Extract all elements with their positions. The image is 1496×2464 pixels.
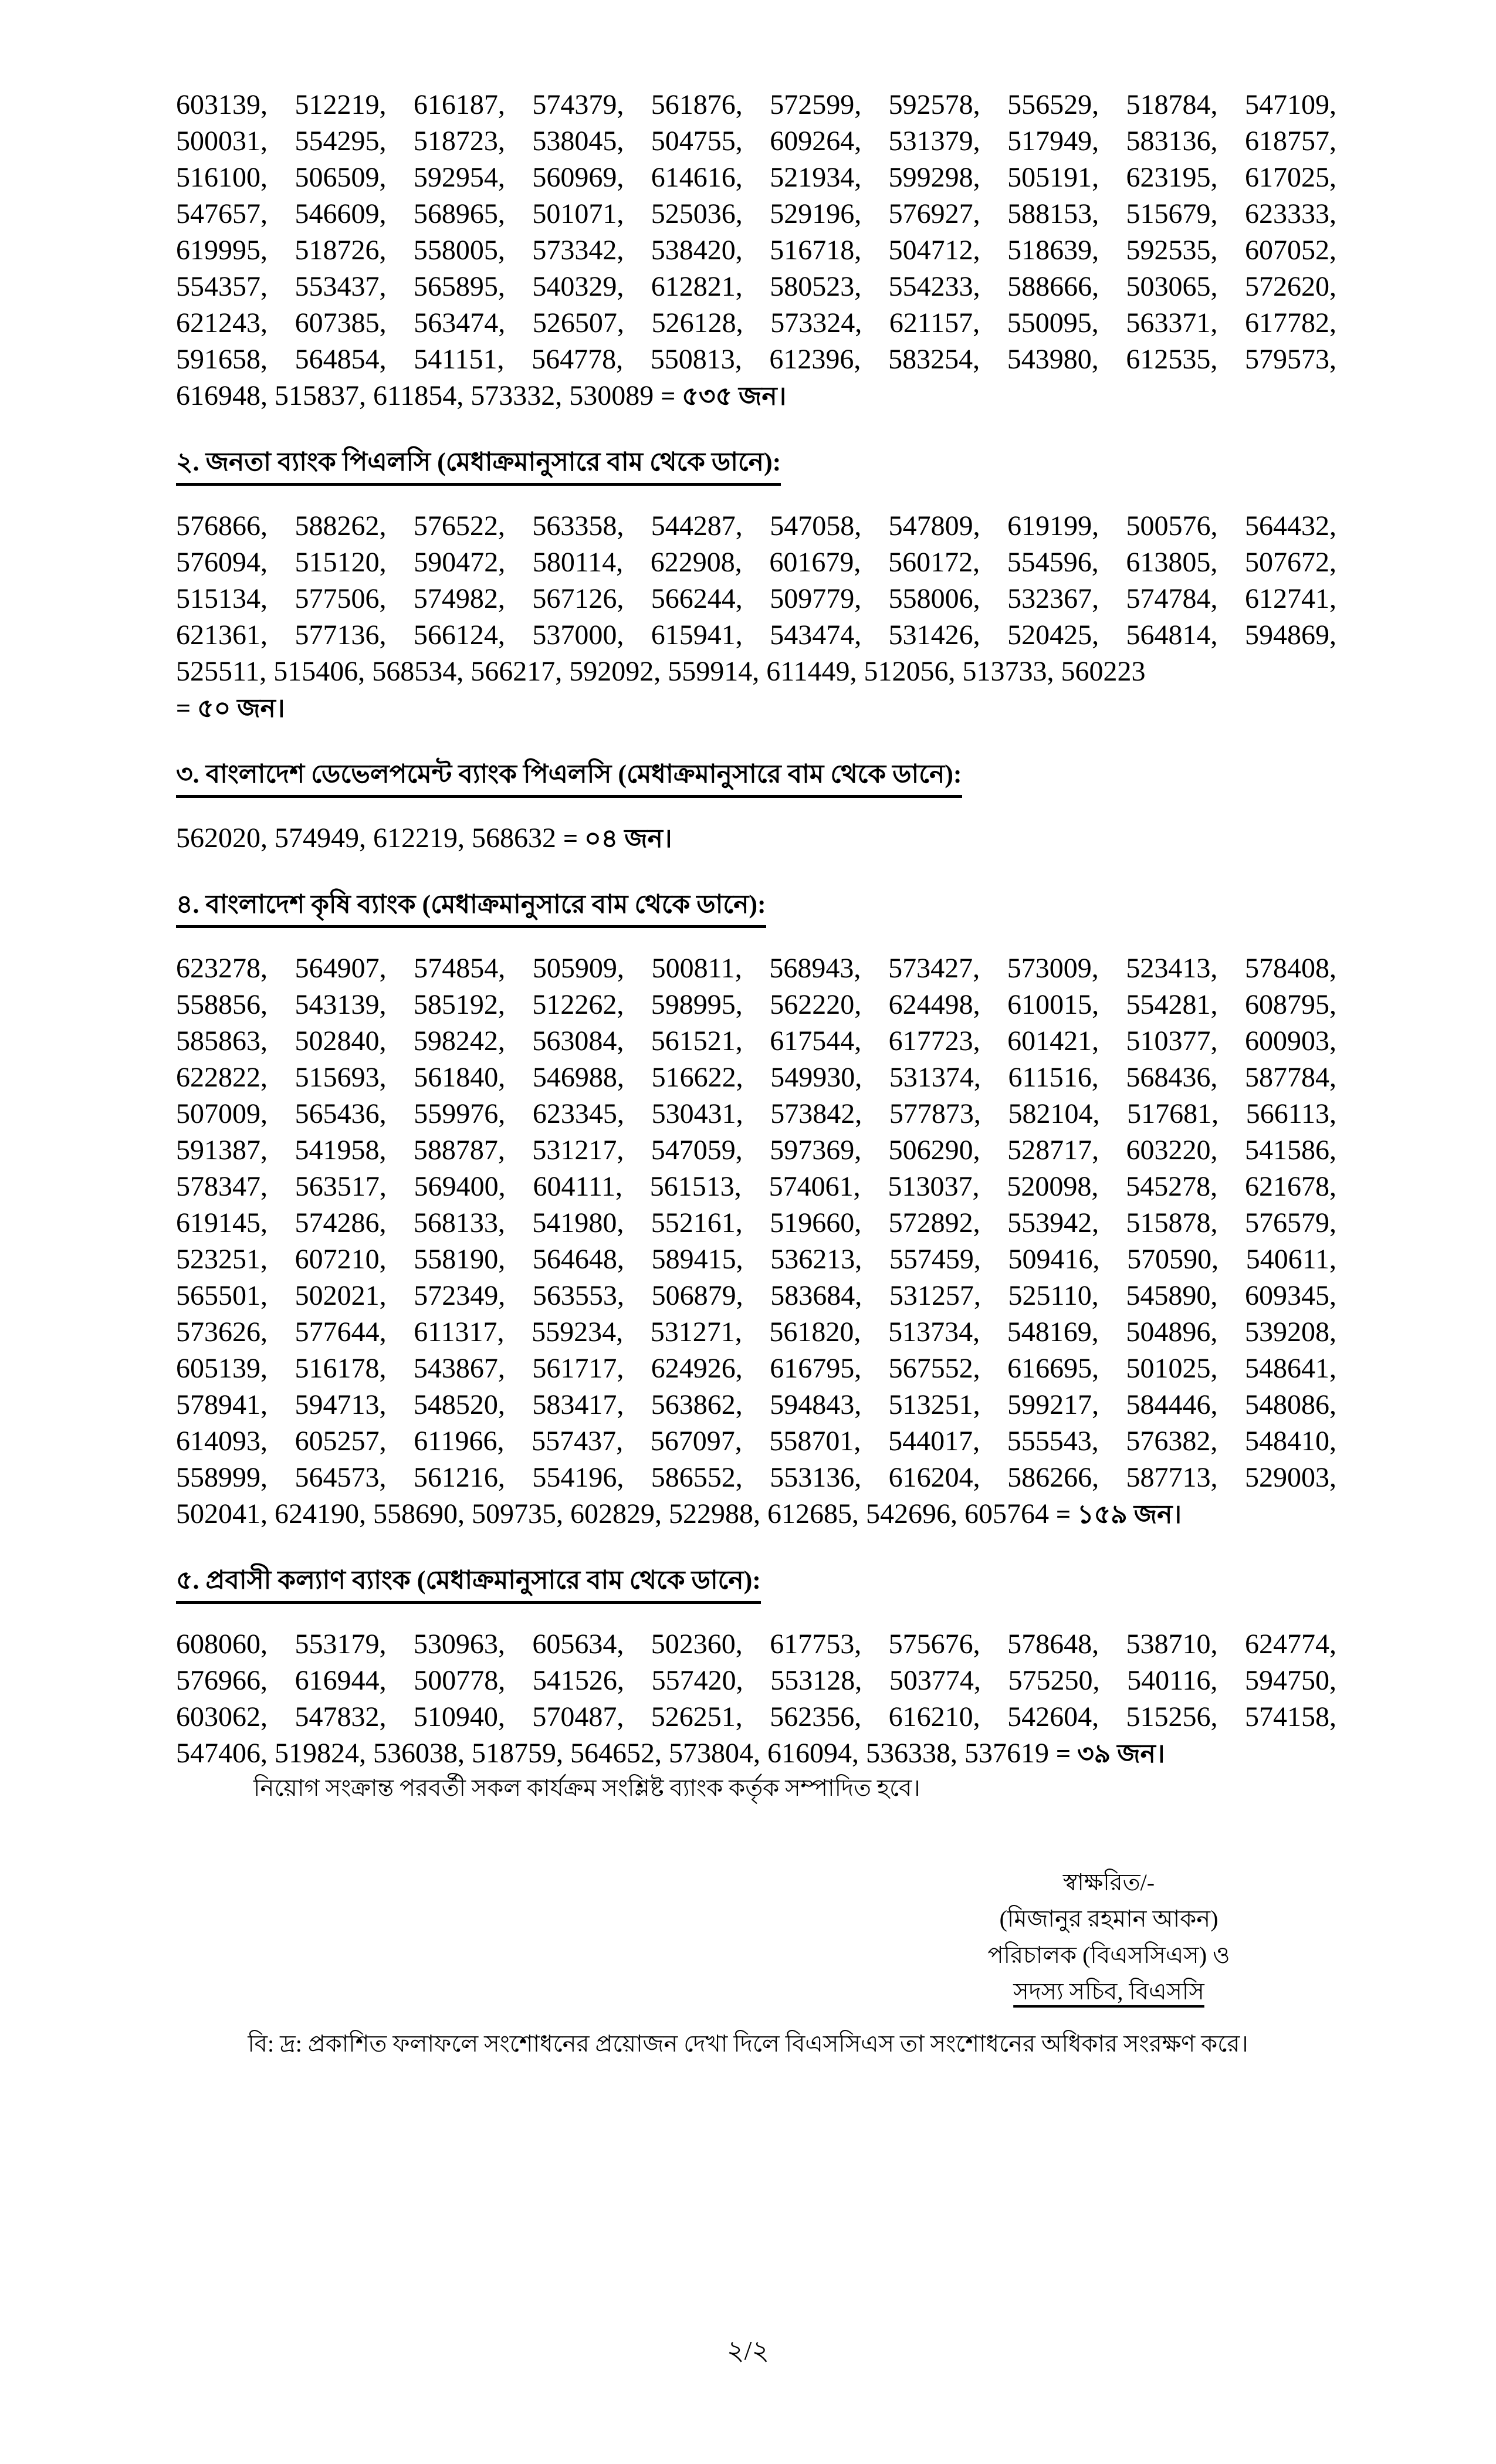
signature-name: (মিজানুর রহমান আকন) bbox=[999, 1905, 1219, 1932]
roll-number-line: 622822, 515693, 561840, 546988, 516622, 549930, 531374, 611516, 568436, 587784, bbox=[176, 1062, 1336, 1093]
roll-number-line: 621361, 577136, 566124, 537000, 615941, 543474, 531426, 520425, 564814, 594869, bbox=[176, 620, 1336, 651]
section-header bbox=[176, 446, 1336, 486]
section-total-count: = ৫৩৫ জন। bbox=[661, 382, 787, 411]
section-header bbox=[176, 759, 1336, 798]
section-total-count: = ৩৯ জন। bbox=[1056, 1739, 1165, 1768]
roll-number-line: 621243, 607385, 563474, 526507, 526128, 573324, 621157, 550095, 563371, 617782, bbox=[176, 307, 1336, 339]
roll-numbers: 525511, 515406, 568534, 566217, 592092, 559914, 611449, 512056, 513733, 560223 bbox=[176, 656, 1146, 687]
closing-note: নিয়োগ সংক্রান্ত পরবর্তী সকল কার্যক্রম সংশ্লিষ্ট ব্যাংক কর্তৃক সম্পাদিত হবে। bbox=[253, 1775, 920, 1801]
section-header-text: ৩. বাংলাদেশ ডেভেলপমেন্ট ব্যাংক পিএলসি (মেধাক্রমানুসারে বাম থেকে ডানে): bbox=[176, 759, 962, 798]
roll-number-line: 576094, 515120, 590472, 580114, 622908, 601679, 560172, 554596, 613805, 507672, bbox=[176, 547, 1336, 578]
roll-number-line: 603139, 512219, 616187, 574379, 561876, 572599, 592578, 556529, 518784, 547109, bbox=[176, 89, 1336, 120]
signature-signed-label: স্বাক্ষরিত/- bbox=[1062, 1869, 1155, 1896]
roll-number-line: 591658, 564854, 541151, 564778, 550813, 612396, 583254, 543980, 612535, 579573, bbox=[176, 344, 1336, 375]
roll-number-line: 619145, 574286, 568133, 541980, 552161, 519660, 572892, 553942, 515878, 576579, bbox=[176, 1207, 1336, 1238]
roll-number-line: 547657, 546609, 568965, 501071, 525036, 529196, 576927, 588153, 515679, 623333, bbox=[176, 198, 1336, 229]
section-total-count: = ১৫৯ জন। bbox=[1056, 1500, 1182, 1529]
section-header-text: ২. জনতা ব্যাংক পিএলসি (মেধাক্রমানুসারে বাম থেকে ডানে): bbox=[176, 446, 781, 486]
roll-number-line: 623278, 564907, 574854, 505909, 500811, 568943, 573427, 573009, 523413, 578408, bbox=[176, 953, 1336, 984]
signature-block bbox=[933, 1864, 1285, 2010]
signature-title-director: পরিচালক (বিএসসিএস) ও bbox=[987, 1942, 1230, 1968]
roll-number-line: 573626, 577644, 611317, 559234, 531271, 561820, 513734, 548169, 504896, 539208, bbox=[176, 1316, 1336, 1348]
page-number: ২/২ bbox=[726, 2336, 770, 2365]
results-sections bbox=[176, 87, 1336, 1772]
roll-number-line: 603062, 547832, 510940, 570487, 526251, 562356, 616210, 542604, 515256, 574158, bbox=[176, 1701, 1336, 1732]
roll-number-line: 554357, 553437, 565895, 540329, 612821, 580523, 554233, 588666, 503065, 572620, bbox=[176, 271, 1336, 302]
roll-number-line: 576866, 588262, 576522, 563358, 544287, 547058, 547809, 619199, 500576, 564432, bbox=[176, 510, 1336, 541]
roll-number-tail-line bbox=[176, 690, 1336, 727]
roll-number-line: 591387, 541958, 588787, 531217, 547059, 597369, 506290, 528717, 603220, 541586, bbox=[176, 1135, 1336, 1166]
footnote: বি: দ্র: প্রকাশিত ফলাফলে সংশোধনের প্রয়োজন দেখা দিলে বিএসসিএস তা সংশোধনের অধিকার সংরক্ষণ করে। bbox=[248, 2030, 1248, 2057]
roll-number-line: 578347, 563517, 569400, 604111, 561513, 574061, 513037, 520098, 545278, 621678, bbox=[176, 1171, 1336, 1202]
section-header bbox=[176, 889, 1336, 928]
roll-number-line: 500031, 554295, 518723, 538045, 504755, 609264, 531379, 517949, 583136, 618757, bbox=[176, 126, 1336, 157]
roll-number-line: 515134, 577506, 574982, 567126, 566244, 509779, 558006, 532367, 574784, 612741, bbox=[176, 583, 1336, 614]
roll-number-line: 507009, 565436, 559976, 623345, 530431, 573842, 577873, 582104, 517681, 566113, bbox=[176, 1098, 1336, 1129]
roll-number-tail-line bbox=[176, 1735, 1336, 1772]
section-header-text: ৫. প্রবাসী কল্যাণ ব্যাংক (মেধাক্রমানুসারে বাম থেকে ডানে): bbox=[176, 1565, 761, 1604]
roll-number-line: 516100, 506509, 592954, 560969, 614616, 521934, 599298, 505191, 623195, 617025, bbox=[176, 162, 1336, 193]
roll-number-line: 565501, 502021, 572349, 563553, 506879, 583684, 531257, 525110, 545890, 609345, bbox=[176, 1280, 1336, 1311]
roll-numbers: 502041, 624190, 558690, 509735, 602829, 522988, 612685, 542696, 605764 bbox=[176, 1498, 1049, 1529]
roll-numbers: 547406, 519824, 536038, 518759, 564652, 573804, 616094, 536338, 537619 bbox=[176, 1738, 1049, 1769]
roll-number-tail-line bbox=[176, 1496, 1336, 1533]
roll-numbers: 616948, 515837, 611854, 573332, 530089 bbox=[176, 380, 654, 411]
roll-number-line: 523251, 607210, 558190, 564648, 589415, 536213, 557459, 509416, 570590, 540611, bbox=[176, 1244, 1336, 1275]
section-header-text: ৪. বাংলাদেশ কৃষি ব্যাংক (মেধাক্রমানুসারে বাম থেকে ডানে): bbox=[176, 889, 766, 928]
roll-number-tail-line bbox=[176, 378, 1336, 415]
signature-title-member-secretary: সদস্য সচিব, বিএসসি bbox=[1013, 1978, 1204, 2005]
roll-number-line: 558856, 543139, 585192, 512262, 598995, 562220, 624498, 610015, 554281, 608795, bbox=[176, 989, 1336, 1020]
roll-number-line: 576966, 616944, 500778, 541526, 557420, 553128, 503774, 575250, 540116, 594750, bbox=[176, 1665, 1336, 1696]
roll-number-line: 558999, 564573, 561216, 554196, 586552, 553136, 616204, 586266, 587713, 529003, bbox=[176, 1462, 1336, 1493]
roll-number-line: 614093, 605257, 611966, 557437, 567097, 558701, 544017, 555543, 576382, 548410, bbox=[176, 1426, 1336, 1457]
roll-number-line: 608060, 553179, 530963, 605634, 502360, 617753, 575676, 578648, 538710, 624774, bbox=[176, 1629, 1336, 1660]
roll-number-line: 619995, 518726, 558005, 573342, 538420, 516718, 504712, 518639, 592535, 607052, bbox=[176, 235, 1336, 266]
roll-number-tail-line bbox=[176, 820, 1336, 857]
section-header bbox=[176, 1565, 1336, 1604]
section-total-count: = ০৪ জন। bbox=[563, 824, 672, 853]
roll-number-line: 578941, 594713, 548520, 583417, 563862, 594843, 513251, 599217, 584446, 548086, bbox=[176, 1389, 1336, 1420]
roll-number-tail-line bbox=[176, 654, 1336, 690]
roll-number-line: 585863, 502840, 598242, 563084, 561521, 617544, 617723, 601421, 510377, 600903, bbox=[176, 1025, 1336, 1057]
section-total-count: = ৫০ জন। bbox=[176, 694, 285, 723]
roll-numbers: 562020, 574949, 612219, 568632 bbox=[176, 823, 556, 854]
roll-number-line: 605139, 516178, 543867, 561717, 624926, 616795, 567552, 616695, 501025, 548641, bbox=[176, 1353, 1336, 1384]
